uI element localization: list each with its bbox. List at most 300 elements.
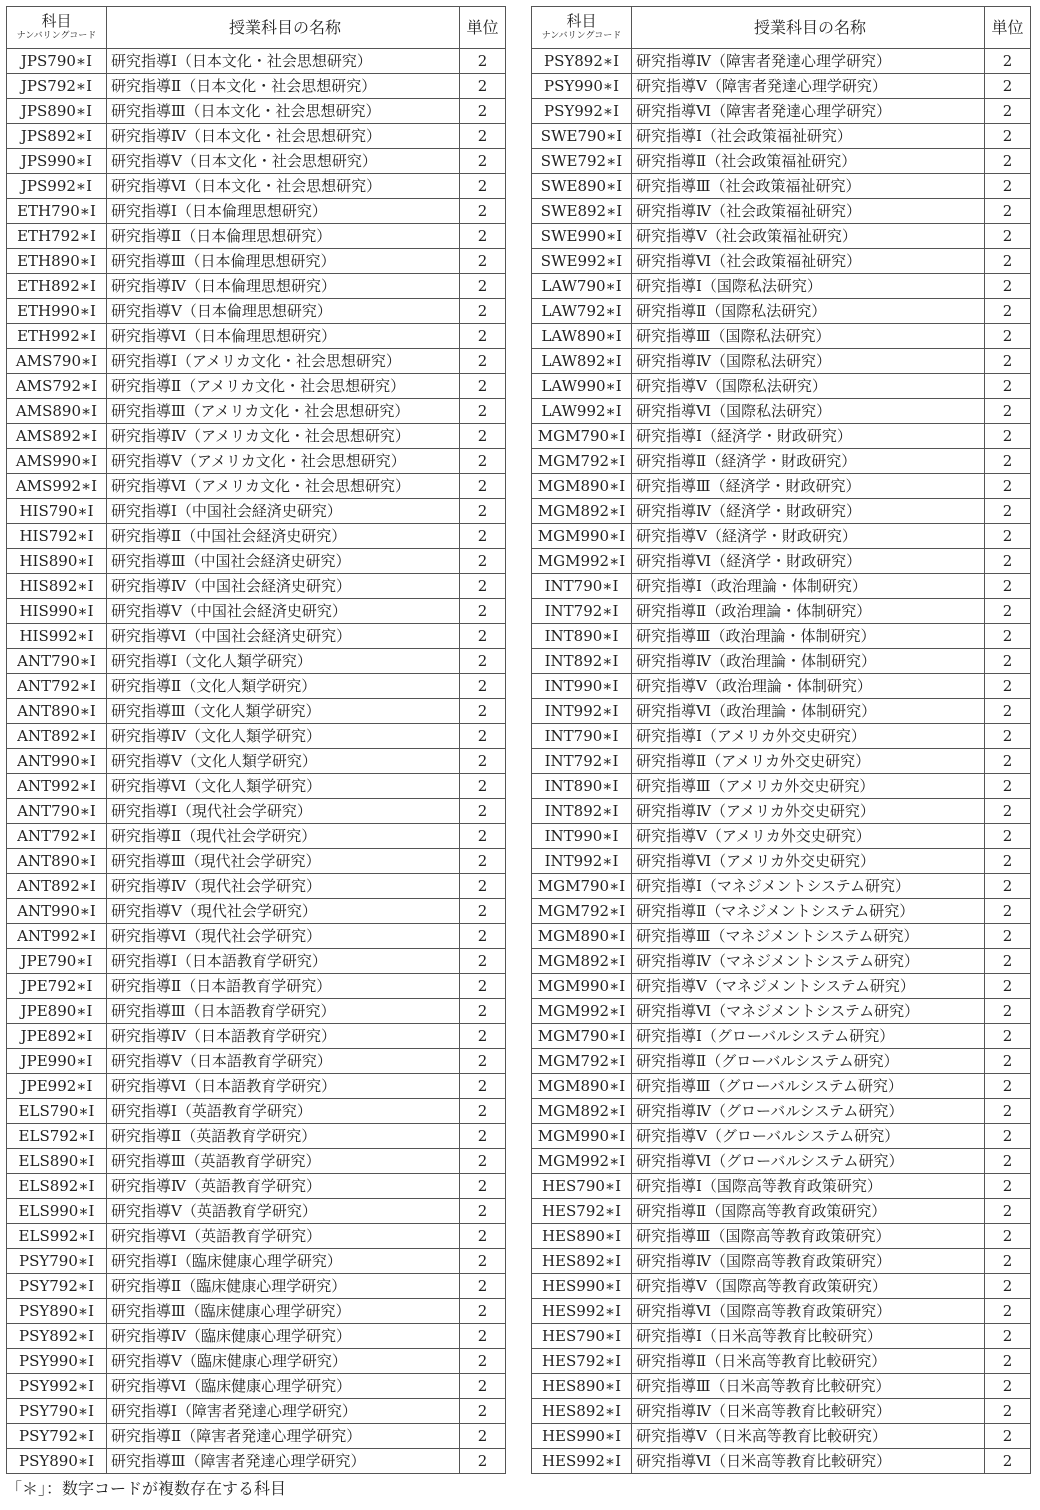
table-row <box>7 1274 506 1299</box>
table-row <box>532 1324 1031 1349</box>
course-unit-cell: 2 <box>460 1224 506 1249</box>
course-unit-cell: 2 <box>460 849 506 874</box>
course-unit-cell: 2 <box>985 1324 1031 1349</box>
course-unit-cell: 2 <box>460 174 506 199</box>
course-code-cell: PSY790∗I <box>7 1249 107 1274</box>
course-name-cell: 研究指導Ⅰ（現代社会学研究） <box>107 799 460 824</box>
header-code-cell <box>532 7 632 49</box>
course-unit-cell: 2 <box>985 1074 1031 1099</box>
course-name-cell: 研究指導Ⅱ（社会政策福祉研究） <box>632 149 985 174</box>
table-row <box>7 324 506 349</box>
course-code-cell: MGM790∗I <box>532 874 632 899</box>
header-name-label: 授業科目の名称 <box>632 7 985 49</box>
course-unit-cell: 2 <box>985 1174 1031 1199</box>
course-unit-cell: 2 <box>460 649 506 674</box>
table-row <box>532 124 1031 149</box>
course-unit-cell: 2 <box>985 624 1031 649</box>
course-unit-cell: 2 <box>985 324 1031 349</box>
course-name-cell: 研究指導Ⅰ（アメリカ文化・社会思想研究） <box>107 349 460 374</box>
course-unit-cell: 2 <box>460 1349 506 1374</box>
course-table-left <box>6 6 506 1474</box>
table-row <box>532 274 1031 299</box>
course-code-cell: JPE792∗I <box>7 974 107 999</box>
course-unit-cell: 2 <box>460 1424 506 1449</box>
course-unit-cell: 2 <box>985 799 1031 824</box>
course-name-cell: 研究指導Ⅰ（日本倫理思想研究） <box>107 199 460 224</box>
course-name-cell: 研究指導Ⅱ（国際高等教育政策研究） <box>632 1199 985 1224</box>
course-code-cell: PSY992∗I <box>532 99 632 124</box>
course-name-cell: 研究指導Ⅵ（経済学・財政研究） <box>632 549 985 574</box>
table-row <box>532 1099 1031 1124</box>
table-row <box>7 1449 506 1474</box>
course-name-cell: 研究指導Ⅵ（文化人類学研究） <box>107 774 460 799</box>
course-code-cell: MGM892∗I <box>532 499 632 524</box>
table-row <box>532 599 1031 624</box>
header-name-label: 授業科目の名称 <box>107 7 460 49</box>
course-code-cell: MGM890∗I <box>532 474 632 499</box>
course-name-cell: 研究指導Ⅲ（国際高等教育政策研究） <box>632 1224 985 1249</box>
course-code-cell: ANT990∗I <box>7 749 107 774</box>
course-code-cell: ANT790∗I <box>7 799 107 824</box>
course-name-cell: 研究指導Ⅴ（日本語教育学研究） <box>107 1049 460 1074</box>
course-code-cell: MGM892∗I <box>532 1099 632 1124</box>
table-row <box>532 1074 1031 1099</box>
course-name-cell: 研究指導Ⅵ（国際私法研究） <box>632 399 985 424</box>
course-name-cell: 研究指導Ⅳ（国際高等教育政策研究） <box>632 1249 985 1274</box>
course-name-cell: 研究指導Ⅳ（日本語教育学研究） <box>107 1024 460 1049</box>
course-name-cell: 研究指導Ⅵ（障害者発達心理学研究） <box>632 99 985 124</box>
table-header-row <box>532 7 1031 49</box>
table-row <box>7 1149 506 1174</box>
course-code-cell: ETH792∗I <box>7 224 107 249</box>
course-unit-cell: 2 <box>985 699 1031 724</box>
course-name-cell: 研究指導Ⅰ（日本文化・社会思想研究） <box>107 49 460 74</box>
table-row <box>7 349 506 374</box>
course-unit-cell: 2 <box>985 449 1031 474</box>
course-code-cell: SWE892∗I <box>532 199 632 224</box>
course-code-cell: HES790∗I <box>532 1324 632 1349</box>
course-unit-cell: 2 <box>985 1099 1031 1124</box>
course-unit-cell: 2 <box>985 949 1031 974</box>
table-row <box>7 1124 506 1149</box>
course-code-cell: HES992∗I <box>532 1299 632 1324</box>
course-name-cell: 研究指導Ⅴ（中国社会経済史研究） <box>107 599 460 624</box>
course-name-cell: 研究指導Ⅲ（マネジメントシステム研究） <box>632 924 985 949</box>
course-code-cell: ETH892∗I <box>7 274 107 299</box>
course-name-cell: 研究指導Ⅳ（アメリカ外交史研究） <box>632 799 985 824</box>
course-unit-cell: 2 <box>460 1074 506 1099</box>
table-row <box>7 799 506 824</box>
course-code-cell: ANT992∗I <box>7 924 107 949</box>
table-row <box>532 524 1031 549</box>
course-code-cell: HIS892∗I <box>7 574 107 599</box>
course-unit-cell: 2 <box>460 974 506 999</box>
table-row <box>7 1024 506 1049</box>
course-code-cell: ANT792∗I <box>7 824 107 849</box>
course-name-cell: 研究指導Ⅵ（日本語教育学研究） <box>107 1074 460 1099</box>
course-name-cell: 研究指導Ⅰ（障害者発達心理学研究） <box>107 1399 460 1424</box>
course-unit-cell: 2 <box>460 774 506 799</box>
course-code-cell: INT992∗I <box>532 849 632 874</box>
course-code-cell: PSY790∗I <box>7 1399 107 1424</box>
course-unit-cell: 2 <box>985 424 1031 449</box>
course-code-cell: INT790∗I <box>532 574 632 599</box>
course-code-cell: SWE792∗I <box>532 149 632 174</box>
table-row <box>532 1024 1031 1049</box>
course-unit-cell: 2 <box>985 774 1031 799</box>
course-code-cell: ELS890∗I <box>7 1149 107 1174</box>
course-code-cell: LAW792∗I <box>532 299 632 324</box>
course-name-cell: 研究指導Ⅵ（日本倫理思想研究） <box>107 324 460 349</box>
course-unit-cell: 2 <box>460 599 506 624</box>
course-unit-cell: 2 <box>985 74 1031 99</box>
course-code-cell: AMS790∗I <box>7 349 107 374</box>
course-code-cell: ANT790∗I <box>7 649 107 674</box>
course-unit-cell: 2 <box>985 1374 1031 1399</box>
table-row <box>7 1299 506 1324</box>
course-code-cell: HIS792∗I <box>7 524 107 549</box>
course-name-cell: 研究指導Ⅲ（障害者発達心理学研究） <box>107 1449 460 1474</box>
course-code-cell: ANT892∗I <box>7 874 107 899</box>
course-code-cell: SWE992∗I <box>532 249 632 274</box>
course-unit-cell: 2 <box>460 524 506 549</box>
course-unit-cell: 2 <box>460 1399 506 1424</box>
table-row <box>532 149 1031 174</box>
course-unit-cell: 2 <box>460 1174 506 1199</box>
course-code-cell: LAW990∗I <box>532 374 632 399</box>
course-unit-cell: 2 <box>460 674 506 699</box>
course-code-cell: PSY990∗I <box>532 74 632 99</box>
table-row <box>532 74 1031 99</box>
course-unit-cell: 2 <box>460 1199 506 1224</box>
table-row <box>7 1249 506 1274</box>
course-code-cell: MGM990∗I <box>532 974 632 999</box>
course-code-cell: PSY792∗I <box>7 1424 107 1449</box>
course-unit-cell: 2 <box>460 724 506 749</box>
table-row <box>532 424 1031 449</box>
course-name-cell: 研究指導Ⅰ（国際私法研究） <box>632 274 985 299</box>
table-row <box>532 1124 1031 1149</box>
course-code-cell: HES890∗I <box>532 1374 632 1399</box>
course-code-cell: AMS990∗I <box>7 449 107 474</box>
course-code-cell: ANT890∗I <box>7 849 107 874</box>
table-header-row <box>7 7 506 49</box>
course-code-cell: JPE892∗I <box>7 1024 107 1049</box>
table-row <box>7 699 506 724</box>
course-unit-cell: 2 <box>985 1199 1031 1224</box>
course-name-cell: 研究指導Ⅳ（中国社会経済史研究） <box>107 574 460 599</box>
course-code-cell: JPS792∗I <box>7 74 107 99</box>
table-row <box>7 924 506 949</box>
course-name-cell: 研究指導Ⅵ（臨床健康心理学研究） <box>107 1374 460 1399</box>
table-row <box>532 499 1031 524</box>
table-row <box>532 1399 1031 1424</box>
course-unit-cell: 2 <box>460 1099 506 1124</box>
table-row <box>7 499 506 524</box>
table-row <box>532 99 1031 124</box>
course-code-cell: INT990∗I <box>532 674 632 699</box>
course-unit-cell: 2 <box>460 249 506 274</box>
table-row <box>532 399 1031 424</box>
course-unit-cell: 2 <box>460 1149 506 1174</box>
course-name-cell: 研究指導Ⅱ（マネジメントシステム研究） <box>632 899 985 924</box>
course-code-cell: MGM792∗I <box>532 449 632 474</box>
course-code-cell: INT892∗I <box>532 799 632 824</box>
course-code-cell: MGM792∗I <box>532 899 632 924</box>
course-code-cell: INT890∗I <box>532 624 632 649</box>
course-unit-cell: 2 <box>985 824 1031 849</box>
course-name-cell: 研究指導Ⅰ（日本語教育学研究） <box>107 949 460 974</box>
course-unit-cell: 2 <box>985 649 1031 674</box>
table-row <box>7 724 506 749</box>
course-name-cell: 研究指導Ⅳ（グローバルシステム研究） <box>632 1099 985 1124</box>
table-row <box>532 749 1031 774</box>
table-row <box>532 699 1031 724</box>
table-row <box>532 774 1031 799</box>
course-unit-cell: 2 <box>460 1374 506 1399</box>
table-row <box>532 1149 1031 1174</box>
course-unit-cell: 2 <box>985 49 1031 74</box>
table-row <box>532 974 1031 999</box>
course-name-cell: 研究指導Ⅲ（臨床健康心理学研究） <box>107 1299 460 1324</box>
header-code-cell <box>7 7 107 49</box>
table-row <box>532 1374 1031 1399</box>
course-code-cell: JPS790∗I <box>7 49 107 74</box>
table-row <box>7 1049 506 1074</box>
course-name-cell: 研究指導Ⅰ（臨床健康心理学研究） <box>107 1249 460 1274</box>
table-row <box>532 1349 1031 1374</box>
course-code-cell: LAW790∗I <box>532 274 632 299</box>
course-code-cell: ANT992∗I <box>7 774 107 799</box>
course-code-cell: ELS892∗I <box>7 1174 107 1199</box>
course-name-cell: 研究指導Ⅰ（国際高等教育政策研究） <box>632 1174 985 1199</box>
course-name-cell: 研究指導Ⅰ（政治理論・体制研究） <box>632 574 985 599</box>
table-row <box>7 1199 506 1224</box>
course-unit-cell: 2 <box>985 474 1031 499</box>
course-name-cell: 研究指導Ⅴ（英語教育学研究） <box>107 1199 460 1224</box>
course-unit-cell: 2 <box>985 299 1031 324</box>
course-name-cell: 研究指導Ⅱ（アメリカ外交史研究） <box>632 749 985 774</box>
table-row <box>7 774 506 799</box>
table-row <box>7 1099 506 1124</box>
course-name-cell: 研究指導Ⅱ（中国社会経済史研究） <box>107 524 460 549</box>
table-row <box>7 824 506 849</box>
table-row <box>532 1174 1031 1199</box>
table-row <box>532 299 1031 324</box>
course-unit-cell: 2 <box>460 1299 506 1324</box>
course-name-cell: 研究指導Ⅰ（経済学・財政研究） <box>632 424 985 449</box>
course-unit-cell: 2 <box>460 499 506 524</box>
course-code-cell: MGM892∗I <box>532 949 632 974</box>
course-code-cell: PSY792∗I <box>7 1274 107 1299</box>
course-name-cell: 研究指導Ⅵ（国際高等教育政策研究） <box>632 1299 985 1324</box>
table-row <box>7 649 506 674</box>
course-name-cell: 研究指導Ⅳ（アメリカ文化・社会思想研究） <box>107 424 460 449</box>
table-row <box>7 99 506 124</box>
course-code-cell: MGM890∗I <box>532 1074 632 1099</box>
course-name-cell: 研究指導Ⅰ（英語教育学研究） <box>107 1099 460 1124</box>
course-code-cell: ANT890∗I <box>7 699 107 724</box>
course-unit-cell: 2 <box>460 299 506 324</box>
table-row <box>7 424 506 449</box>
course-name-cell: 研究指導Ⅵ（マネジメントシステム研究） <box>632 999 985 1024</box>
course-unit-cell: 2 <box>460 74 506 99</box>
course-code-cell: HIS890∗I <box>7 549 107 574</box>
table-row <box>532 374 1031 399</box>
course-name-cell: 研究指導Ⅲ（国際私法研究） <box>632 324 985 349</box>
table-row <box>7 574 506 599</box>
course-code-cell: JPE990∗I <box>7 1049 107 1074</box>
course-table-right <box>531 6 1031 1474</box>
table-row <box>7 149 506 174</box>
course-name-cell: 研究指導Ⅴ（グローバルシステム研究） <box>632 1124 985 1149</box>
course-unit-cell: 2 <box>460 224 506 249</box>
course-unit-cell: 2 <box>460 1024 506 1049</box>
header-code-sublabel: ナンバリングコード <box>16 31 97 41</box>
table-row <box>532 174 1031 199</box>
course-code-cell: LAW892∗I <box>532 349 632 374</box>
table-row <box>532 849 1031 874</box>
table-row <box>532 724 1031 749</box>
course-unit-cell: 2 <box>985 1024 1031 1049</box>
course-code-cell: AMS992∗I <box>7 474 107 499</box>
course-name-cell: 研究指導Ⅴ（アメリカ文化・社会思想研究） <box>107 449 460 474</box>
course-code-cell: PSY992∗I <box>7 1374 107 1399</box>
course-unit-cell: 2 <box>985 1149 1031 1174</box>
course-name-cell: 研究指導Ⅳ（日本文化・社会思想研究） <box>107 124 460 149</box>
table-row <box>7 1324 506 1349</box>
table-row <box>7 374 506 399</box>
course-name-cell: 研究指導Ⅴ（障害者発達心理学研究） <box>632 74 985 99</box>
course-name-cell: 研究指導Ⅰ（文化人類学研究） <box>107 649 460 674</box>
course-unit-cell: 2 <box>985 1349 1031 1374</box>
course-name-cell: 研究指導Ⅵ（アメリカ外交史研究） <box>632 849 985 874</box>
course-unit-cell: 2 <box>985 349 1031 374</box>
course-code-cell: MGM790∗I <box>532 424 632 449</box>
table-row <box>7 274 506 299</box>
table-row <box>532 799 1031 824</box>
course-unit-cell: 2 <box>985 974 1031 999</box>
course-unit-cell: 2 <box>985 499 1031 524</box>
course-code-cell: ETH790∗I <box>7 199 107 224</box>
course-unit-cell: 2 <box>460 624 506 649</box>
course-unit-cell: 2 <box>985 274 1031 299</box>
course-unit-cell: 2 <box>460 124 506 149</box>
course-code-cell: ANT892∗I <box>7 724 107 749</box>
course-code-cell: HES990∗I <box>532 1424 632 1449</box>
course-name-cell: 研究指導Ⅱ（日本文化・社会思想研究） <box>107 74 460 99</box>
table-row <box>7 749 506 774</box>
table-row <box>7 949 506 974</box>
course-unit-cell: 2 <box>985 1399 1031 1424</box>
course-unit-cell: 2 <box>460 324 506 349</box>
course-code-cell: JPE890∗I <box>7 999 107 1024</box>
table-row <box>532 549 1031 574</box>
course-unit-cell: 2 <box>460 699 506 724</box>
course-name-cell: 研究指導Ⅲ（グローバルシステム研究） <box>632 1074 985 1099</box>
course-code-cell: SWE790∗I <box>532 124 632 149</box>
course-name-cell: 研究指導Ⅵ（社会政策福祉研究） <box>632 249 985 274</box>
course-code-cell: JPS990∗I <box>7 149 107 174</box>
table-row <box>7 999 506 1024</box>
course-code-cell: MGM990∗I <box>532 1124 632 1149</box>
table-row <box>7 49 506 74</box>
table-row <box>532 49 1031 74</box>
course-name-cell: 研究指導Ⅱ（政治理論・体制研究） <box>632 599 985 624</box>
table-row <box>7 849 506 874</box>
header-unit-label: 単位 <box>985 7 1031 49</box>
table-row <box>7 524 506 549</box>
course-name-cell: 研究指導Ⅲ（アメリカ文化・社会思想研究） <box>107 399 460 424</box>
table-row <box>7 1399 506 1424</box>
course-unit-cell: 2 <box>460 399 506 424</box>
course-code-cell: MGM790∗I <box>532 1024 632 1049</box>
course-name-cell: 研究指導Ⅵ（アメリカ文化・社会思想研究） <box>107 474 460 499</box>
course-unit-cell: 2 <box>460 899 506 924</box>
course-unit-cell: 2 <box>985 149 1031 174</box>
course-name-cell: 研究指導Ⅳ（臨床健康心理学研究） <box>107 1324 460 1349</box>
course-name-cell: 研究指導Ⅰ（中国社会経済史研究） <box>107 499 460 524</box>
table-row <box>7 249 506 274</box>
course-name-cell: 研究指導Ⅱ（障害者発達心理学研究） <box>107 1424 460 1449</box>
table-row <box>7 599 506 624</box>
course-name-cell: 研究指導Ⅳ（文化人類学研究） <box>107 724 460 749</box>
course-code-cell: HES890∗I <box>532 1224 632 1249</box>
course-name-cell: 研究指導Ⅵ（中国社会経済史研究） <box>107 624 460 649</box>
table-row <box>7 299 506 324</box>
course-name-cell: 研究指導Ⅲ（現代社会学研究） <box>107 849 460 874</box>
table-row <box>532 1274 1031 1299</box>
course-code-cell: PSY890∗I <box>7 1449 107 1474</box>
course-code-cell: HES790∗I <box>532 1174 632 1199</box>
course-name-cell: 研究指導Ⅴ（日本文化・社会思想研究） <box>107 149 460 174</box>
course-unit-cell: 2 <box>985 724 1031 749</box>
course-unit-cell: 2 <box>460 149 506 174</box>
course-unit-cell: 2 <box>460 824 506 849</box>
table-row <box>7 399 506 424</box>
course-unit-cell: 2 <box>460 199 506 224</box>
course-code-cell: JPS890∗I <box>7 99 107 124</box>
course-name-cell: 研究指導Ⅰ（社会政策福祉研究） <box>632 124 985 149</box>
course-code-cell: AMS890∗I <box>7 399 107 424</box>
table-row <box>532 949 1031 974</box>
course-code-cell: ELS992∗I <box>7 1224 107 1249</box>
table-row <box>532 999 1031 1024</box>
table-row <box>532 349 1031 374</box>
course-code-cell: INT890∗I <box>532 774 632 799</box>
table-row <box>532 574 1031 599</box>
course-name-cell: 研究指導Ⅲ（社会政策福祉研究） <box>632 174 985 199</box>
course-code-cell: HIS990∗I <box>7 599 107 624</box>
table-row <box>7 174 506 199</box>
course-code-cell: ETH890∗I <box>7 249 107 274</box>
course-unit-cell: 2 <box>460 99 506 124</box>
course-name-cell: 研究指導Ⅴ（経済学・財政研究） <box>632 524 985 549</box>
course-unit-cell: 2 <box>460 49 506 74</box>
course-code-cell: ETH992∗I <box>7 324 107 349</box>
course-name-cell: 研究指導Ⅵ（日米高等教育比較研究） <box>632 1449 985 1474</box>
course-name-cell: 研究指導Ⅲ（アメリカ外交史研究） <box>632 774 985 799</box>
course-name-cell: 研究指導Ⅱ（日本語教育学研究） <box>107 974 460 999</box>
table-row <box>532 1449 1031 1474</box>
course-unit-cell: 2 <box>460 1274 506 1299</box>
course-unit-cell: 2 <box>985 99 1031 124</box>
table-row <box>7 549 506 574</box>
course-code-cell: HES990∗I <box>532 1274 632 1299</box>
course-unit-cell: 2 <box>985 1124 1031 1149</box>
table-row <box>532 474 1031 499</box>
course-name-cell: 研究指導Ⅳ（国際私法研究） <box>632 349 985 374</box>
